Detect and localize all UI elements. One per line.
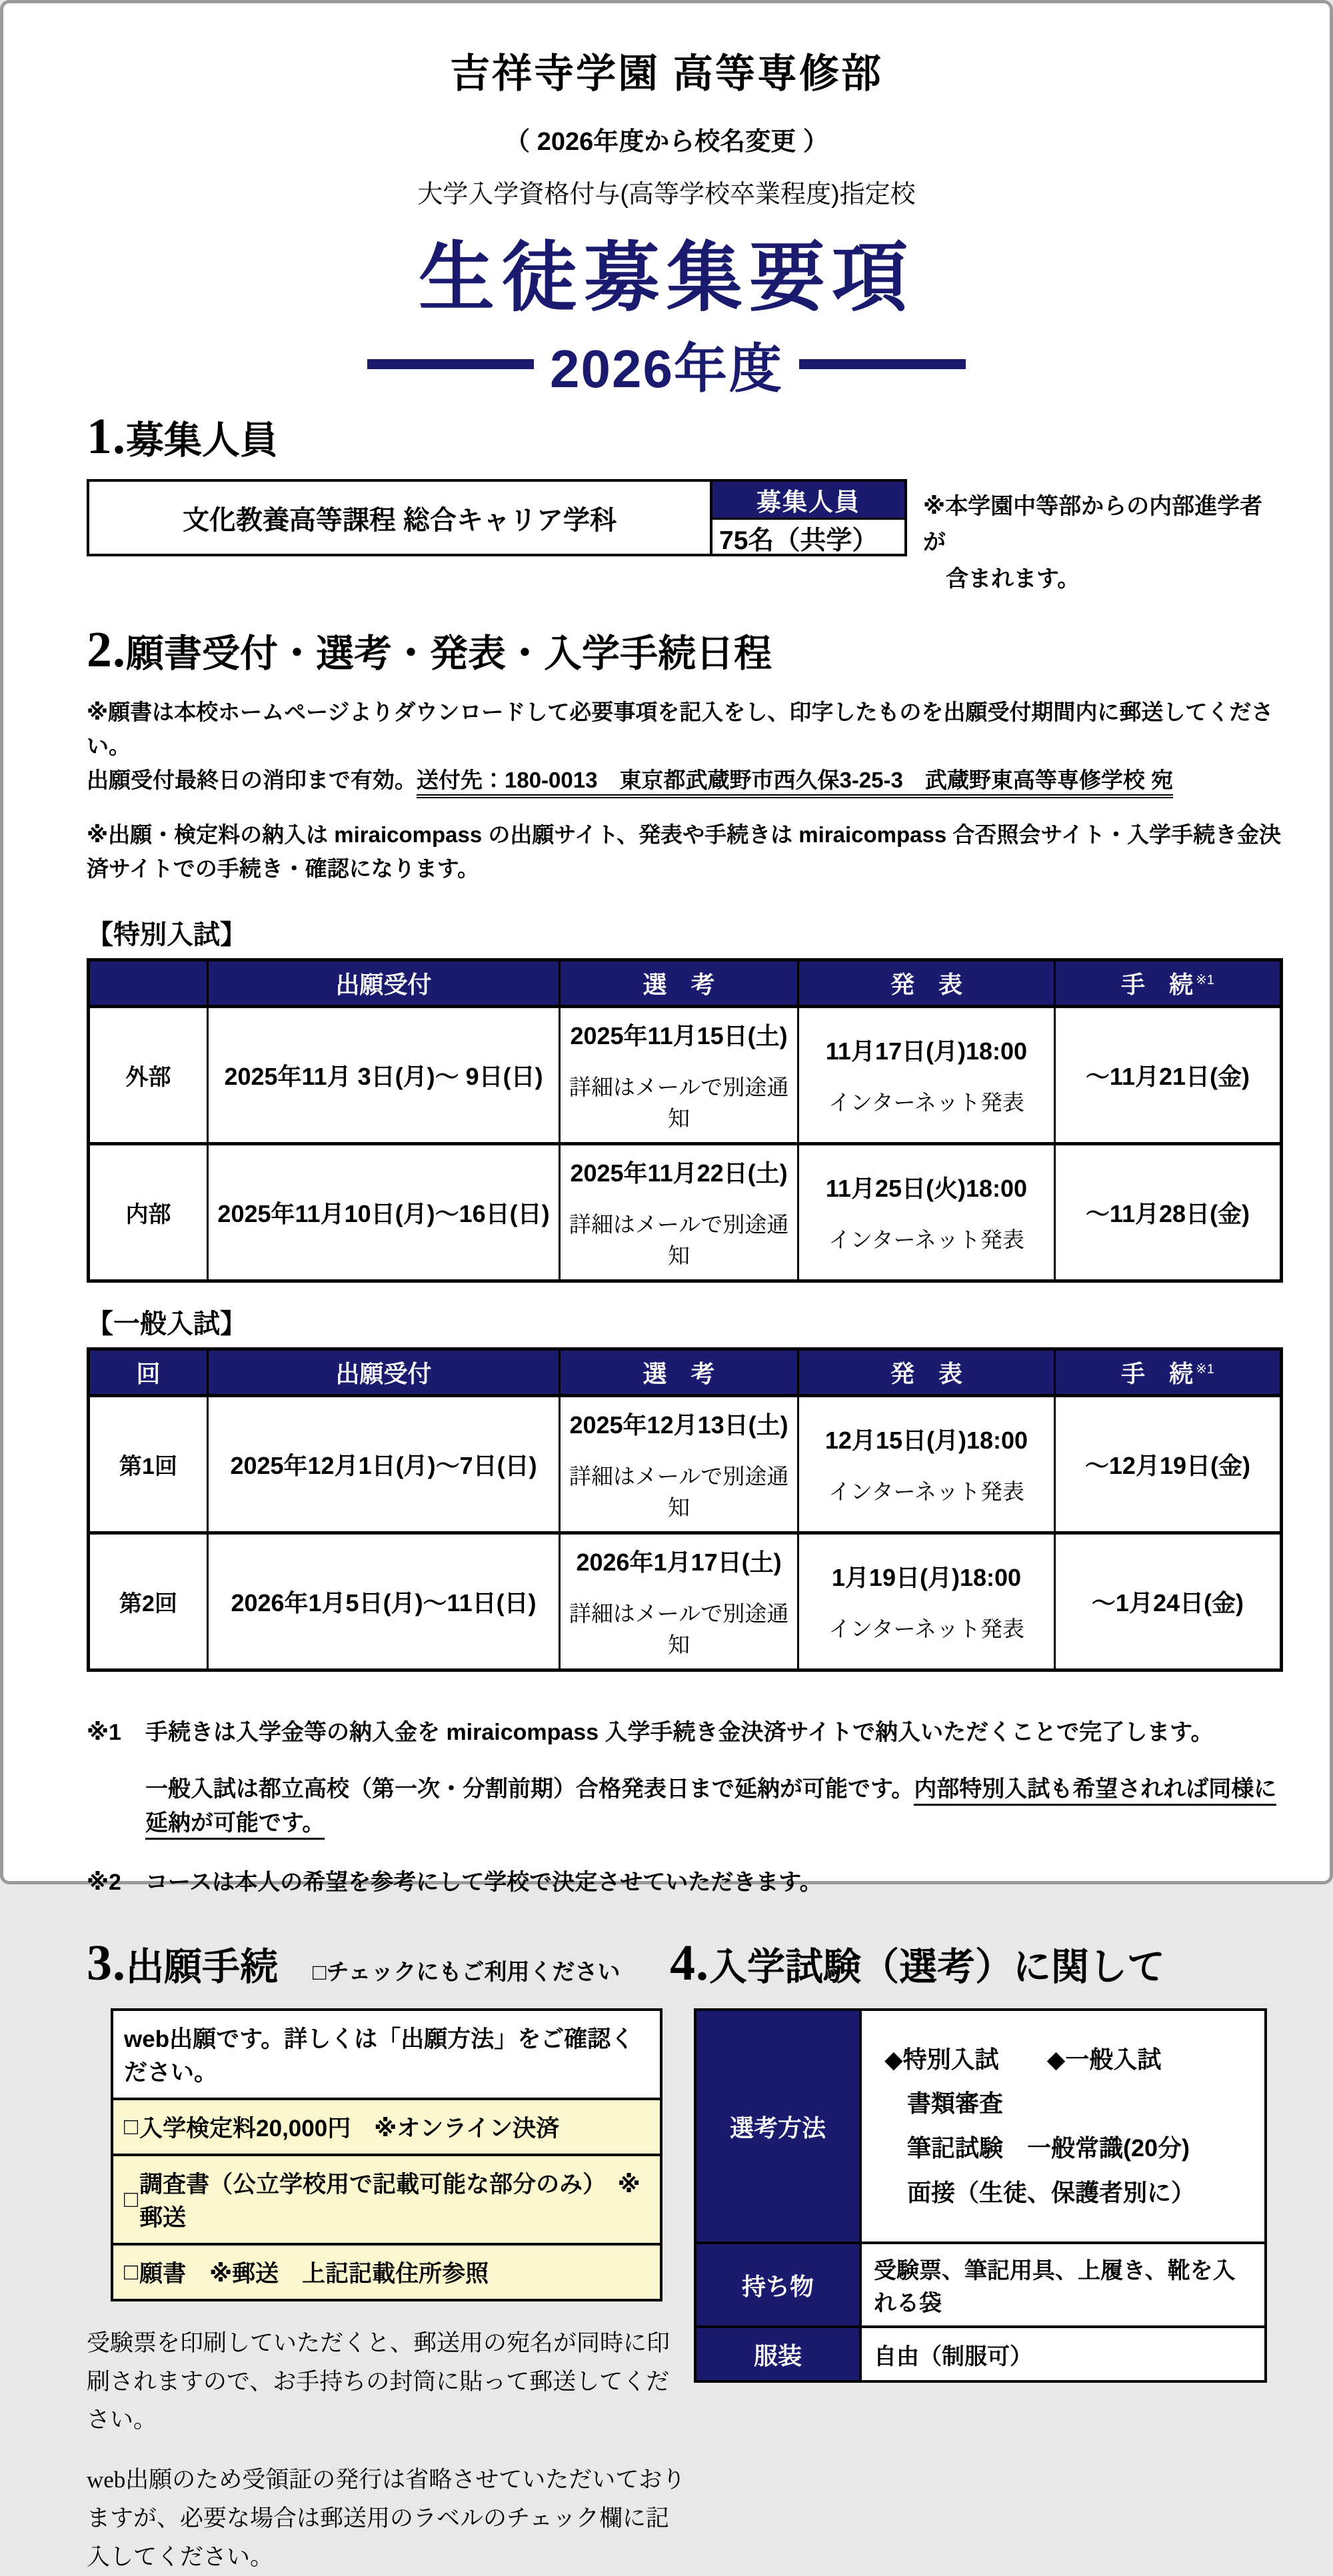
header-application: 出願受付	[208, 960, 560, 1006]
selection-method-content	[862, 2011, 1264, 2242]
cell-application: 2026年1月5日(月)～11日(日)	[208, 1533, 560, 1670]
checkbox-icon[interactable]: □	[124, 2186, 139, 2212]
cell-round: 第1回	[89, 1395, 208, 1533]
section2-number: 2.	[87, 622, 126, 678]
cell-round: 第2回	[89, 1533, 208, 1670]
school-year: 2026年度	[550, 339, 783, 398]
cell-application: 2025年11月10日(月)～16日(日)	[208, 1143, 560, 1281]
section1-heading	[87, 408, 1283, 466]
section1-number: 1.	[87, 408, 126, 464]
table-row-second	[89, 1533, 1282, 1670]
name-change-note: （ 2026年度から校名変更 ）	[505, 128, 828, 156]
table-row-internal	[89, 1143, 1282, 1281]
cell-announcement: 12月15日(月)18:00 インターネット発表	[798, 1395, 1055, 1533]
web-application-note: web出願です。詳しくは「出願方法」をご確認ください。	[113, 2011, 660, 2098]
cell-procedure: ～1月24日(金)	[1054, 1533, 1281, 1670]
checklist-item-label: 入学検定料20,000円 ※オンライン決済	[139, 2115, 560, 2142]
school-title: 吉祥寺学園 高等専修部	[450, 51, 883, 96]
section3-number: 3.	[87, 1934, 126, 1991]
capacity-header-cell: 募集人員	[712, 482, 904, 518]
method-document-screening: 書類審査	[907, 2090, 1004, 2118]
designation-note: 大学入学資格付与(高等学校卒業程度)指定校	[417, 181, 916, 209]
header-procedure: 手 続 $^{※1}$	[1054, 1349, 1281, 1395]
section2-heading	[87, 621, 1283, 679]
header-round: 回	[89, 1349, 208, 1395]
cell-procedure: ～11月21日(金)	[1054, 1006, 1281, 1143]
miraicompass-note: ※出願・検定料の納入は miraicompass の出願サイト、発表や手続きは miraicompass 合否照会サイト・入学手続き金決済サイトでの手続き・確認になります。	[87, 822, 1282, 881]
receipt-note: web出願のため受領証の発行は省略させていただいておりますが、必要な場合は郵送用のラベルのチェック欄に記入してください。	[87, 2467, 686, 2570]
dress-code-row	[696, 2325, 1264, 2380]
cell-type: 内部	[89, 1143, 208, 1281]
footnote1-text: 手続きは入学金等の納入金を miraicompass 入学手続き金決済サイトで納入いただくことで完了します。	[145, 1719, 1214, 1745]
selection-method-label: 選考方法	[696, 2011, 862, 2242]
section2-title: 願書受付・選考・発表・入学手続日程	[126, 632, 772, 676]
checkbox-icon[interactable]: □	[124, 2258, 139, 2285]
header-announcement: 発 表	[798, 1349, 1055, 1395]
method-exam-types: ◆特別入試 ◆一般入試	[884, 2045, 1162, 2073]
header-announcement: 発 表	[798, 960, 1055, 1006]
special-exam-table	[87, 958, 1283, 1283]
cell-application: 2025年12月1日(月)～7日(日)	[208, 1395, 560, 1533]
general-exam-table	[87, 1347, 1283, 1672]
checklist-item-report	[113, 2154, 660, 2243]
checklist-item-fee	[113, 2098, 660, 2154]
cell-announcement: 11月25日(火)18:00 インターネット発表	[798, 1143, 1055, 1281]
deferred-payment-note: 内部特別入試も希望されれば同様に延納が可能です。	[145, 1776, 1276, 1840]
section3-title: 出願手続	[126, 1945, 278, 1988]
application-checklist-box	[111, 2008, 663, 2301]
section4-title: 入学試験（選考）に関して	[709, 1945, 1165, 1988]
footnote-ref-icon: ※1	[1196, 972, 1214, 987]
cell-announcement: 11月17日(月)18:00 インターネット発表	[798, 1006, 1055, 1143]
table-row-external	[89, 1006, 1282, 1143]
table-row-first	[89, 1395, 1282, 1533]
section1-title: 募集人員	[126, 419, 278, 462]
mailing-address: 送付先：180-0013 東京都武蔵野市西久保3-25-3 武蔵野東高等専修学校 宛	[417, 768, 1173, 798]
internal-admission-note: ※本学園中等部からの内部進学者が 含まれます。	[923, 494, 1263, 592]
general-exam-label: 【一般入試】	[87, 1309, 247, 1339]
section-recruitment-capacity	[87, 408, 1283, 597]
checklist-item-label: 調査書（公立学校用で記載可能な部分のみ） ※郵送	[139, 2171, 641, 2231]
year-band	[3, 326, 1330, 402]
footnote-ref-icon: ※1	[1196, 1361, 1214, 1377]
cell-type: 外部	[89, 1006, 208, 1143]
left-rule-bar	[367, 359, 534, 369]
method-interview: 面接（生徒、保護者別に）	[907, 2178, 1196, 2206]
cell-application: 2025年11月 3日(月)～ 9日(日)	[208, 1006, 560, 1143]
general-header-row	[89, 1349, 1282, 1395]
belongings-label: 持ち物	[696, 2244, 862, 2325]
checklist-item-form	[113, 2243, 660, 2299]
dress-code-label: 服装	[696, 2328, 862, 2380]
admission-ticket-note: 受験票を印刷していただくと、郵送用の宛名が同時に印刷されますので、お手持ちの封筒に貼って郵送してください。	[87, 2329, 670, 2433]
header-selection: 選 考	[560, 960, 798, 1006]
capacity-column	[712, 482, 904, 554]
method-written-test: 筆記試験 一般常識(20分)	[907, 2134, 1190, 2162]
cell-procedure: ～11月28日(金)	[1054, 1143, 1281, 1281]
selection-method-row	[696, 2011, 1264, 2242]
header-selection: 選 考	[560, 1349, 798, 1395]
special-exam-label: 【特別入試】	[87, 920, 247, 950]
footnote2-label: ※2	[87, 1869, 121, 1895]
header-round	[89, 960, 208, 1006]
schedule-footnotes	[87, 1716, 1283, 1900]
document-title: 生徒募集要項	[418, 236, 914, 321]
special-header-row	[89, 960, 1282, 1006]
belongings-row	[696, 2242, 1264, 2325]
footnote1-continuation: 一般入試は都立高校（第一次・分割前期）合格発表日まで延納が可能です。	[145, 1776, 914, 1802]
section-entrance-exam	[670, 1934, 1283, 2383]
application-mailing-note: ※願書は本校ホームページよりダウンロードして必要事項を記入をし、印字したものを出願受付期間内に郵送してください。 出願受付最終日の消印まで有効。送付先：180-0013 東京都武蔵野市西久保3-25-3 武蔵野東高等専修学校 宛	[87, 695, 1283, 797]
section4-heading	[670, 1934, 1283, 1992]
cell-announcement: 1月19日(月)18:00 インターネット発表	[798, 1533, 1055, 1670]
belongings-value: 受験票、筆記用具、上履き、靴を入れる袋	[862, 2244, 1264, 2325]
cell-selection: 2025年11月22日(土) 詳細はメールで別途通知	[560, 1143, 798, 1281]
section4-number: 4.	[670, 1934, 709, 1991]
capacity-table	[87, 479, 907, 556]
header-procedure: 手 続 $^{※1}$	[1054, 960, 1281, 1006]
section-application-procedure	[87, 1934, 686, 2576]
footnote1-label: ※1	[87, 1719, 121, 1745]
header-application: 出願受付	[208, 1349, 560, 1395]
cell-selection: 2025年12月13日(土) 詳細はメールで別途通知	[560, 1395, 798, 1533]
checklist-item-label: 願書 ※郵送 上記記載住所参照	[139, 2260, 489, 2287]
dress-code-value: 自由（制服可）	[862, 2328, 1264, 2380]
section-schedule	[87, 621, 1283, 1900]
exam-details-table	[694, 2008, 1267, 2383]
footnote2-text: コースは本人の希望を参考にして学校で決定させていただきます。	[145, 1869, 822, 1895]
checklist-usage-note: □チェックにもご利用ください	[313, 1959, 621, 1985]
cell-selection: 2025年11月15日(土) 詳細はメールで別途通知	[560, 1006, 798, 1143]
capacity-value-cell: 75名（共学）	[712, 518, 904, 557]
section3-heading	[87, 1934, 670, 1992]
course-name-cell: 文化教養高等課程 総合キャリア学科	[89, 482, 712, 554]
checkbox-icon[interactable]: □	[124, 2113, 139, 2140]
right-rule-bar	[799, 359, 966, 369]
cell-selection: 2026年1月17日(土) 詳細はメールで別途通知	[560, 1533, 798, 1670]
cell-procedure: ～12月19日(金)	[1054, 1395, 1281, 1533]
document-header	[3, 42, 1330, 402]
